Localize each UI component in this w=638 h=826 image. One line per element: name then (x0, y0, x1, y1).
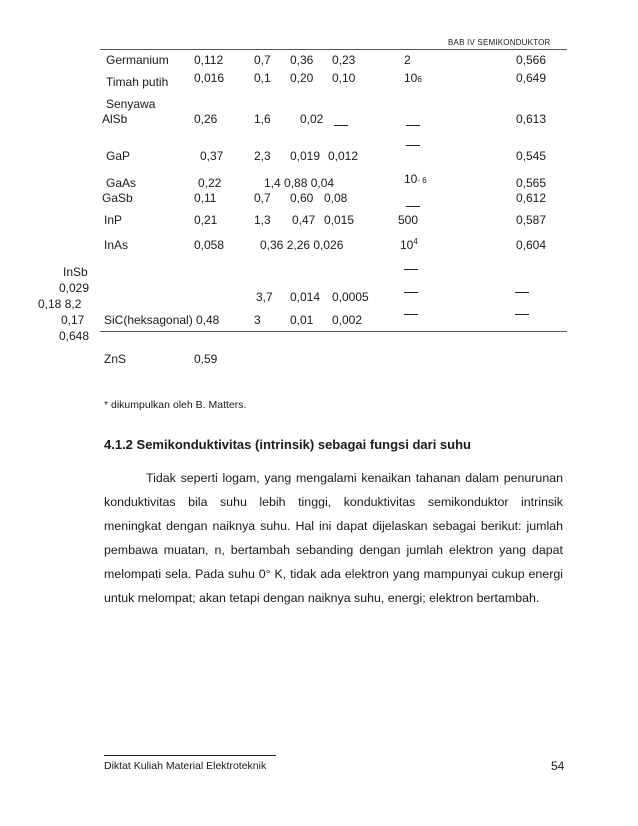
running-header: BAB IV SEMIKONDUKTOR (448, 38, 551, 47)
cell: 0,1 (254, 71, 271, 85)
cell: 0,17 (61, 313, 85, 327)
dash-mark (404, 269, 418, 270)
paragraph-line: konduktivitas bila suhu lebih tinggi, konduktivitas semikonduktor intrinsik (104, 495, 563, 509)
cell-merged: 0,36 2,26 0,026 (260, 238, 344, 252)
cell-power: $10^4$ (400, 237, 418, 252)
footer-text: Diktat Kuliah Material Elektroteknik (104, 760, 267, 772)
row-name: InSb (63, 265, 88, 279)
cell: 0,0005 (332, 290, 369, 304)
cell: 0,112 (194, 53, 224, 67)
cell: 0,22 (198, 176, 222, 190)
cell: 0,11 (194, 191, 217, 205)
cell: 0,058 (194, 238, 225, 252)
cell: 0,02 (300, 112, 324, 126)
cell-power: 106 (404, 71, 422, 85)
dash-mark (515, 314, 529, 315)
cell: 0,47 (292, 213, 316, 227)
dash-mark (406, 206, 420, 207)
cell: 0,613 (516, 112, 547, 126)
cell: 0,08 (324, 191, 348, 205)
page-number: 54 (551, 759, 565, 773)
cell: 2 (404, 53, 411, 67)
cell: 0,21 (194, 213, 218, 227)
table-footnote: * dikumpulkan oleh B. Matters. (104, 399, 247, 411)
cell: 0,545 (516, 149, 547, 163)
cell: 2,3 (254, 149, 271, 163)
dash-mark (404, 314, 418, 315)
cell: 0,019 (290, 149, 321, 163)
cell: 0,20 (290, 71, 314, 85)
row-name: Germanium (106, 53, 169, 67)
cell: 0,59 (194, 352, 218, 366)
cell: 0,587 (516, 213, 547, 227)
dash-mark (515, 292, 529, 293)
cell: 0,60 (290, 191, 314, 205)
cell: 0,029 (59, 281, 90, 295)
paragraph-line: melompati sela. Pada suhu 0° K, tidak ada elektron yang mampunyai cukup energi (104, 567, 563, 581)
cell: 0,015 (324, 213, 355, 227)
row-name: InP (104, 213, 123, 227)
cell: 0,26 (194, 112, 218, 126)
row-name: Timah putih (106, 75, 169, 89)
dash-mark (334, 125, 348, 126)
cell: 0,612 (516, 191, 547, 205)
paragraph-line: Tidak seperti logam, yang mengalami kenaikan tahanan dalam penurunan (146, 471, 563, 485)
cell: 0,36 (290, 53, 314, 67)
cell: 0,10 (332, 71, 356, 85)
paragraph-line: untuk melompat; akan tetapi dengan naiknya suhu, energi; elektron bertambah. (104, 591, 540, 605)
row-name: InAs (104, 238, 129, 252)
cell: 0,016 (194, 71, 225, 85)
paragraph-line: pembawa muatan, n, bertambah sebanding dengan jumlah elektron yang dapat (104, 543, 563, 557)
group-label: Senyawa (106, 97, 156, 111)
row-name: ZnS (104, 352, 127, 366)
cell: 0,014 (290, 290, 321, 304)
row-name: AlSb (102, 112, 128, 126)
cell: 0,7 (254, 53, 271, 67)
cell: 0,37 (200, 149, 224, 163)
cell-power: 10- 6 (404, 172, 427, 186)
dash-mark (404, 292, 418, 293)
cell: 3 (254, 313, 261, 327)
row-name: GaSb (102, 191, 133, 205)
footer-rule (104, 755, 276, 756)
cell: 3,7 (256, 290, 273, 304)
section-heading: 4.1.2 Semikonduktivitas (intrinsik) sebagai fungsi dari suhu (104, 437, 471, 452)
cell: 0,012 (328, 149, 359, 163)
row-name: GaP (106, 149, 131, 163)
cell: 1,6 (254, 112, 271, 126)
cell: 0,565 (516, 176, 547, 190)
cell: 0,566 (516, 53, 547, 67)
paragraph-line: meningkat dengan naiknya suhu. Hal ini dapat dijelaskan sebagai berikut: jumlah (104, 519, 563, 533)
cell: 1,3 (254, 213, 271, 227)
cell: 0,18 8,2 (38, 297, 82, 311)
cell: 0,648 (59, 329, 90, 343)
dash-mark (406, 125, 420, 126)
cell: 0,649 (516, 71, 547, 85)
cell: 0,002 (332, 313, 363, 327)
cell: 0,23 (332, 53, 356, 67)
dash-mark (406, 145, 420, 146)
cell: 0,604 (516, 238, 547, 252)
table-rule (100, 331, 567, 332)
cell: 500 (398, 213, 419, 227)
cell: 0,48 (196, 313, 220, 327)
cell-merged: 1,4 0,88 0,04 (264, 176, 335, 190)
cell: 0,01 (290, 313, 314, 327)
header-rule (100, 49, 567, 50)
cell: 0,7 (254, 191, 271, 205)
row-name: GaAs (106, 176, 137, 190)
row-name: SiC(heksagonal) (104, 313, 193, 327)
